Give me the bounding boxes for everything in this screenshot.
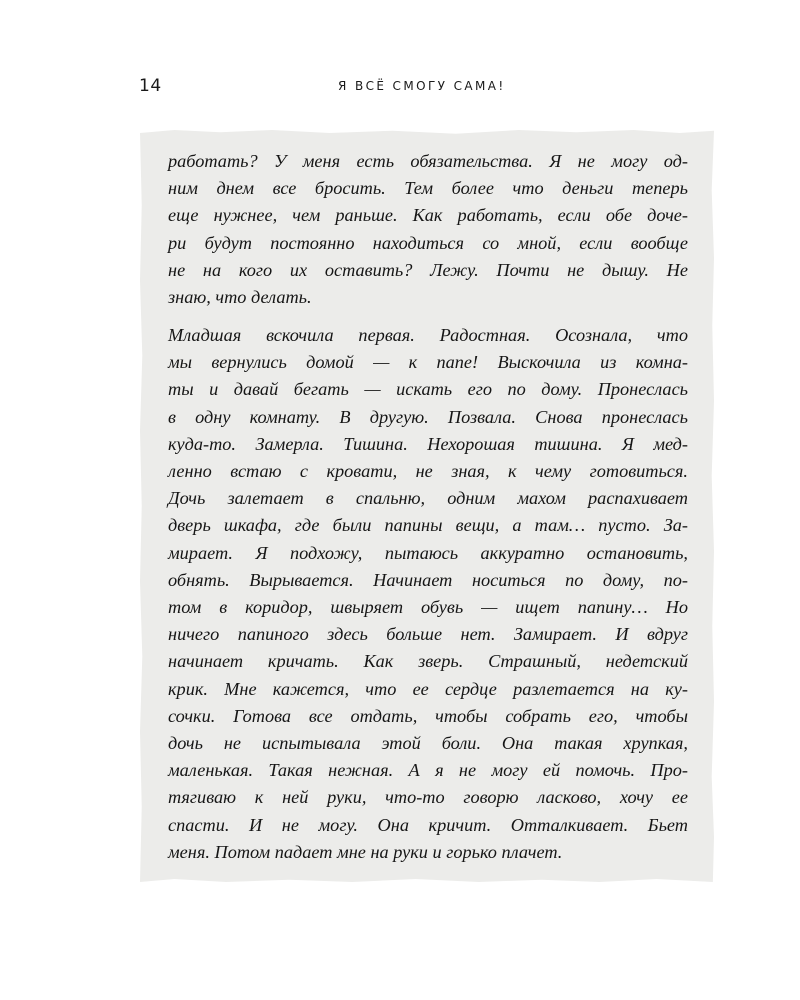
text-line: дверь шкафа, где были папины вещи, а там… пусто. За- xyxy=(168,515,688,536)
text-line: еще нужнее, чем раньше. Как работать, если обе доче- xyxy=(168,205,688,226)
text-line: обнять. Вырывается. Начинает носиться по дому, по- xyxy=(168,569,688,590)
text-line: знаю, что делать. xyxy=(168,287,312,308)
text-line: начинает кричать. Как зверь. Страшный, недетский xyxy=(168,651,688,672)
text-line: ты и давай бегать — искать его по дому. Пронеслась xyxy=(168,379,688,400)
text-line: Дочь залетает в спальню, одним махом распахивает xyxy=(168,488,688,509)
text-line: не на кого их оставить? Лежу. Почти не дышу. Не xyxy=(168,259,688,280)
page-number: 14 xyxy=(139,76,162,96)
text-line: Младшая вскочила первая. Радостная. Осознала, что xyxy=(168,325,688,345)
text-line: крик. Мне кажется, что ее сердце разлетается на ку- xyxy=(168,678,688,699)
text-line: ничего папиного здесь больше нет. Замирает. И вдруг xyxy=(168,624,688,645)
text-line: работать? У меня есть обязательства. Я не могу од- xyxy=(168,151,688,171)
paragraph-2 xyxy=(168,322,688,866)
text-line: ленно встаю с кровати, не зная, к чему готовиться. xyxy=(168,461,688,482)
text-line: ним днем все бросить. Тем более что деньги теперь xyxy=(168,178,688,199)
text-line: в одну комнату. В другую. Позвала. Снова пронеслась xyxy=(168,406,688,427)
text-line: тягиваю к ней руки, что-то говорю ласково, хочу ее xyxy=(168,787,688,808)
text-line: дочь не испытывала этой боли. Она такая хрупкая, xyxy=(168,733,688,754)
text-line: сочки. Готова все отдать, чтобы собрать его, чтобы xyxy=(168,705,688,726)
text-line: куда-то. Замерла. Тишина. Нехорошая тишина. Я мед- xyxy=(168,433,688,454)
text-line: том в коридор, швыряет обувь — ищет папину… Но xyxy=(168,597,688,618)
text-line: ри будут постоянно находиться со мной, если вообще xyxy=(168,232,688,253)
paragraph-1 xyxy=(168,148,688,311)
text-line: мы вернулись домой — к папе! Выскочила из комна- xyxy=(168,352,688,373)
text-line: меня. Потом падает мне на руки и горько плачет. xyxy=(168,841,563,862)
text-line: маленькая. Такая нежная. А я не могу ей помочь. Про- xyxy=(168,760,688,781)
running-title: Я ВСЁ СМОГУ САМА! xyxy=(338,79,506,93)
text-line: спасти. И не могу. Она кричит. Отталкивает. Бьет xyxy=(168,814,688,835)
text-line: мирает. Я подхожу, пытаюсь аккуратно остановить, xyxy=(168,542,688,563)
